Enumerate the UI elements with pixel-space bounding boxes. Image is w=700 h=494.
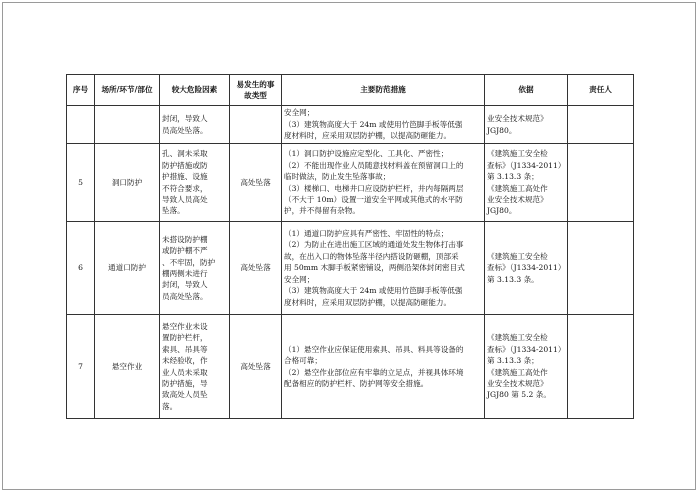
- cell-responsible: [568, 222, 634, 315]
- measure-line: 合格可靠；: [284, 356, 322, 366]
- table-header-row: [67, 75, 634, 106]
- header-measures: 主要防范措施: [282, 75, 485, 106]
- basis-line: JGJ80。: [487, 125, 517, 135]
- cell-hazard: [160, 144, 230, 222]
- measure-line: 故，在出入口的物体坠落半径内搭设防砸棚，顶部采: [284, 251, 459, 261]
- measure-line: （1）悬空作业应保证使用索具、吊具、料具等设备的: [284, 344, 464, 354]
- measure-line: （1）洞口防护设施应定型化、工具化、严密性；: [284, 149, 449, 159]
- measure-line: （2）不能出现作业人员随意找材料盖在预留洞口上的: [284, 160, 464, 170]
- hazard-line: 置防护栏杆，: [162, 333, 208, 343]
- cell-location: 通道口防护: [95, 222, 160, 315]
- measure-line: 配备相应的防护栏杆、防护网等安全措施。: [284, 378, 429, 388]
- cell-basis: [485, 222, 568, 315]
- cell-location: [95, 106, 160, 144]
- hazard-line: 落。: [162, 401, 178, 411]
- measure-line: （不大于 10m）设置一道安全平网或其他式的水平防: [284, 194, 463, 204]
- header-accident-line-2: 故类型: [244, 91, 267, 100]
- cell-responsible: [568, 315, 634, 419]
- cell-measures: [282, 144, 485, 222]
- hazard-line: 护措施、设施: [162, 172, 208, 182]
- cell-seq: 7: [67, 315, 95, 419]
- basis-line: 《建筑施工安全检: [487, 149, 548, 159]
- cell-hazard: [160, 315, 230, 419]
- hazard-line: 悬空作业未设: [162, 321, 208, 331]
- measure-line: 用 50mm 木脚手板紧密铺设，两侧沿架体封闭密目式: [284, 263, 465, 273]
- measure-line: （3）建筑物高度大于 24m 或使用竹笆脚手板等低强: [284, 286, 463, 296]
- hazard-line: 导致人员高处: [162, 194, 208, 204]
- measure-line: 临时做法，防止发生坠落事故；: [284, 172, 391, 182]
- basis-line: 第 3.13.3 条。: [487, 274, 539, 284]
- cell-basis: [485, 144, 568, 222]
- measure-line: （2）悬空作业部位应有牢靠的立足点，并视具体环境: [284, 367, 464, 377]
- cell-location: 洞口防护: [95, 144, 160, 222]
- hazard-line: 防护措施或防: [162, 160, 208, 170]
- basis-line: 第 3.13.3 条；: [487, 356, 539, 366]
- cell-measures: [282, 315, 485, 419]
- cell-seq: 6: [67, 222, 95, 315]
- header-seq: 序号: [67, 75, 95, 106]
- hazard-line: 索具、吊具等: [162, 344, 208, 354]
- cell-accident: 高处坠落: [230, 222, 282, 315]
- measure-line: 护，并不得留有杂物。: [284, 206, 360, 216]
- cell-basis: [485, 315, 568, 419]
- header-accident-line-1: 易发生的事: [236, 79, 275, 89]
- table-row-5: [67, 144, 634, 222]
- cell-seq: [67, 106, 95, 144]
- cell-accident: 高处坠落: [230, 315, 282, 419]
- basis-line: 业安全技术规范》: [487, 114, 548, 124]
- hazard-line: 棚两侧未进行: [162, 269, 208, 278]
- table-row-6: [67, 222, 634, 315]
- cell-accident: [230, 106, 282, 144]
- cell-hazard: [160, 222, 230, 315]
- cell-measures: [282, 222, 485, 315]
- cell-basis: [485, 106, 568, 144]
- basis-line: 查标》（J1334-2011）: [487, 344, 566, 354]
- cell-location: 悬空作业: [95, 315, 160, 419]
- basis-line: 《建筑施工高处作: [487, 367, 548, 377]
- basis-line: 第 3.13.3 条；: [487, 172, 539, 182]
- hazard-line: 封闭，导致人: [162, 280, 208, 290]
- cell-responsible: [568, 106, 634, 144]
- hazard-line: 致高处人员坠: [162, 390, 208, 400]
- measure-line: 度材料时，应采用双层防护棚，以提高防砸能力。: [284, 131, 452, 141]
- hazard-line: 孔、洞未采取: [162, 149, 208, 159]
- hazard-line: 未搭设防护棚: [162, 234, 208, 244]
- measure-line: 安全网；: [284, 108, 315, 118]
- header-responsible: 责任人: [568, 75, 634, 106]
- measure-line: （1）通道口防护应具有严密性、牢固性的特点；: [284, 229, 449, 239]
- table-row-7: [67, 315, 634, 419]
- hazard-control-table: [66, 74, 634, 419]
- header-location: 场所/环节/部位: [95, 75, 160, 106]
- header-hazard: 较大危险因素: [160, 75, 230, 106]
- measure-line: 度材料时，应采用双层防护棚，以提高防砸能力。: [284, 297, 452, 307]
- basis-line: JGJ80。: [487, 206, 517, 216]
- hazard-line: 业人员未采取: [162, 367, 208, 377]
- basis-line: 《建筑施工安全检: [487, 251, 548, 261]
- table-row-continued: [67, 106, 634, 144]
- measure-line: （2）为防止在进出施工区域的通道处发生物体打击事: [284, 240, 464, 250]
- hazard-line: 防护措施，导: [162, 378, 208, 388]
- hazard-line: 员高处坠落。: [162, 125, 208, 135]
- measure-line: （3）建筑物高度大于 24m 或使用竹笆脚手板等低强: [284, 119, 463, 129]
- basis-line: 业安全技术规范》: [487, 194, 548, 204]
- basis-line: JGJ80 第 5.2 条。: [487, 390, 551, 400]
- hazard-line: 员高处坠落。: [162, 291, 208, 301]
- header-basis: 依据: [485, 75, 568, 106]
- hazard-line: 、不牢固，防护: [162, 257, 216, 267]
- header-accident-type: [230, 75, 282, 106]
- cell-accident: 高处坠落: [230, 144, 282, 222]
- hazard-line: 不符合要求，: [162, 183, 208, 193]
- basis-line: 《建筑施工高处作: [487, 183, 548, 193]
- cell-measures: [282, 106, 485, 144]
- basis-line: 《建筑施工安全检: [487, 333, 548, 343]
- basis-line: 查标》（J1334-2011）: [487, 263, 566, 273]
- measure-line: 安全网；: [284, 274, 315, 284]
- hazard-line: 或防护棚不严: [162, 246, 208, 256]
- cell-seq: 5: [67, 144, 95, 222]
- hazard-line: 未经验收，作: [162, 356, 208, 366]
- basis-line: 业安全技术规范》: [487, 378, 548, 388]
- basis-line: 查标》（J1334-2011）: [487, 160, 566, 170]
- cell-hazard: [160, 106, 230, 144]
- measure-line: （3）楼梯口、电梯井口应设防护栏杆，井内每隔两层: [284, 183, 464, 193]
- hazard-line: 坠落。: [162, 206, 185, 216]
- hazard-line: 封闭，导致人: [162, 114, 208, 124]
- cell-responsible: [568, 144, 634, 222]
